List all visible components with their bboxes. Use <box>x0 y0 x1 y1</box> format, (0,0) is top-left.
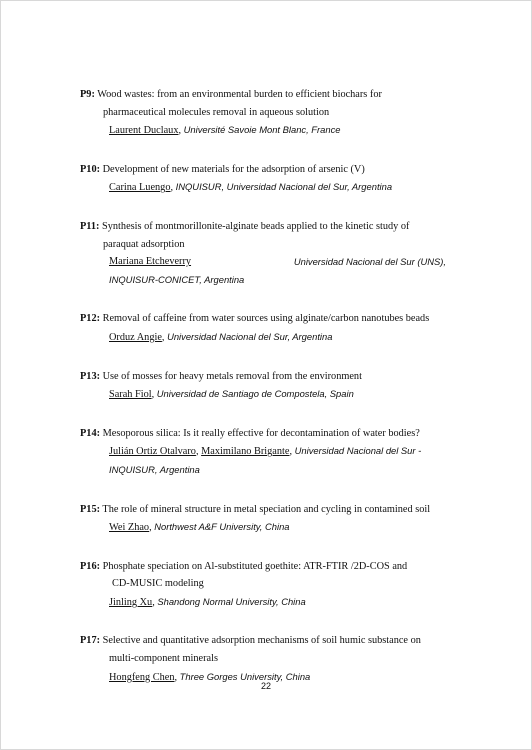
entry-title <box>80 558 446 576</box>
entry-title-text: Wood wastes: from an environmental burden to efficient biochars for <box>97 89 382 100</box>
entry-title-text: The role of mineral structure in metal speciation and cycling in contamined soil <box>102 503 431 515</box>
entry-code: P13: <box>80 370 101 382</box>
entry-affiliation-cont <box>80 461 446 480</box>
entry-title <box>80 368 446 386</box>
entry-title-cont: paraquat adsorption <box>103 238 185 250</box>
list-item <box>80 310 446 346</box>
entry-title-text: Selective and quantitative adsorption mechanisms of soil humic substance on <box>102 635 421 647</box>
affiliation-cont: INQUISUR, Argentina <box>109 463 200 475</box>
poster-list <box>80 86 446 707</box>
author-name: Wei Zhao <box>109 522 150 534</box>
entry-title <box>80 161 446 179</box>
entry-code: P15: <box>80 503 101 515</box>
entry-authors: Laurent Duclaux, Université Savoie Mont Blanc, France <box>109 124 341 137</box>
page-number: 22 <box>260 681 271 691</box>
affiliation: INQUISUR, Universidad Nacional del Sur, Argentina <box>175 181 393 193</box>
entry-title <box>80 218 446 236</box>
entry-title-text: Development of new materials for the adsorption of arsenic (V) <box>102 163 365 175</box>
entry-title-text: Use of mosses for heavy metals removal from the environment <box>102 370 362 382</box>
entry-code: P12: <box>80 313 101 325</box>
author-name: Maximilano Brigante <box>201 446 290 458</box>
author-name: Mariana Etcheverry <box>109 256 192 268</box>
affiliation: Université Savoie Mont Blanc, France <box>183 124 341 136</box>
list-item <box>80 501 446 537</box>
affiliation: Universidad Nacional del Sur (UNS), <box>293 256 446 268</box>
list-item <box>80 632 446 686</box>
affiliation: Three Gorges University, China <box>179 670 311 682</box>
entry-code: P9: <box>80 89 95 100</box>
affiliation: Shandong Normal University, China <box>157 595 306 607</box>
entry-title <box>80 501 446 519</box>
entry-code: P16: <box>80 560 101 572</box>
entry-title-text: Synthesis of montmorillonite-alginate beads applied to the kinetic study of <box>102 220 410 232</box>
entry-authors: Carina Luengo, INQUISUR, Universidad Nacional del Sur, Argentina <box>109 181 393 194</box>
list-item <box>80 425 446 480</box>
entry-code: P10: <box>80 163 101 175</box>
entry-title <box>80 425 446 443</box>
author-name: Hongfeng Chen <box>109 671 175 683</box>
entry-authors: Orduz Angie, Universidad Nacional del Sur, Argentina <box>109 330 333 343</box>
affiliation: Northwest A&F University, China <box>154 521 290 533</box>
list-item <box>80 161 446 197</box>
entry-code: P17: <box>80 635 101 647</box>
entry-authors: Hongfeng Chen, Three Gorges University, China <box>109 670 311 683</box>
entry-authors: Julián Ortiz Otalvaro, Maximilano Brigante, Universidad Nacional del Sur - <box>109 445 422 458</box>
entry-authors: Wei Zhao, Northwest A&F University, China <box>109 521 290 534</box>
entry-title <box>80 86 446 104</box>
entry-title-cont: pharmaceutical molecules removal in aqueous solution <box>103 106 330 118</box>
list-item <box>80 218 446 289</box>
author-name: Sarah Fiol <box>109 389 152 401</box>
affiliation-cont: INQUISUR-CONICET, Argentina <box>109 273 245 285</box>
entry-authors: Sarah Fiol, Universidad de Santiago de Compostela, Spain <box>109 388 354 401</box>
author-name: Carina Luengo <box>109 182 171 194</box>
entry-title-text: Removal of caffeine from water sources using alginate/carbon nanotubes beads <box>102 313 430 325</box>
entry-code: P11: <box>80 220 100 232</box>
entry-title-text: Mesoporous silica: Is it really effective for decontamination of water bodies? <box>102 427 420 439</box>
list-item <box>80 368 446 404</box>
list-item <box>80 86 446 140</box>
entry-authors <box>80 253 446 271</box>
entry-authors: Jinling Xu, Shandong Normal University, China <box>109 595 306 608</box>
author-name: Orduz Angie <box>109 331 162 343</box>
author-name: Laurent Duclaux <box>109 125 179 137</box>
entry-title <box>80 310 446 328</box>
entry-title-text: Phosphate speciation on Al-substituted goethite: ATR-FTIR /2D-COS and <box>102 560 408 572</box>
affiliation: Universidad Nacional del Sur - <box>294 445 422 457</box>
affiliation: Universidad Nacional del Sur, Argentina <box>167 330 333 342</box>
author-name: Julián Ortiz Otalvaro <box>109 446 196 458</box>
entry-affiliation-cont <box>80 271 446 290</box>
list-item <box>80 558 446 612</box>
entry-code: P14: <box>80 427 101 439</box>
entry-title-cont: multi-component minerals <box>109 653 218 665</box>
entry-title-cont: CD-MUSIC modeling <box>112 578 204 590</box>
entry-title <box>80 632 446 650</box>
author-name: Jinling Xu <box>109 596 153 608</box>
affiliation: Universidad de Santiago de Compostela, Spain <box>156 388 354 400</box>
